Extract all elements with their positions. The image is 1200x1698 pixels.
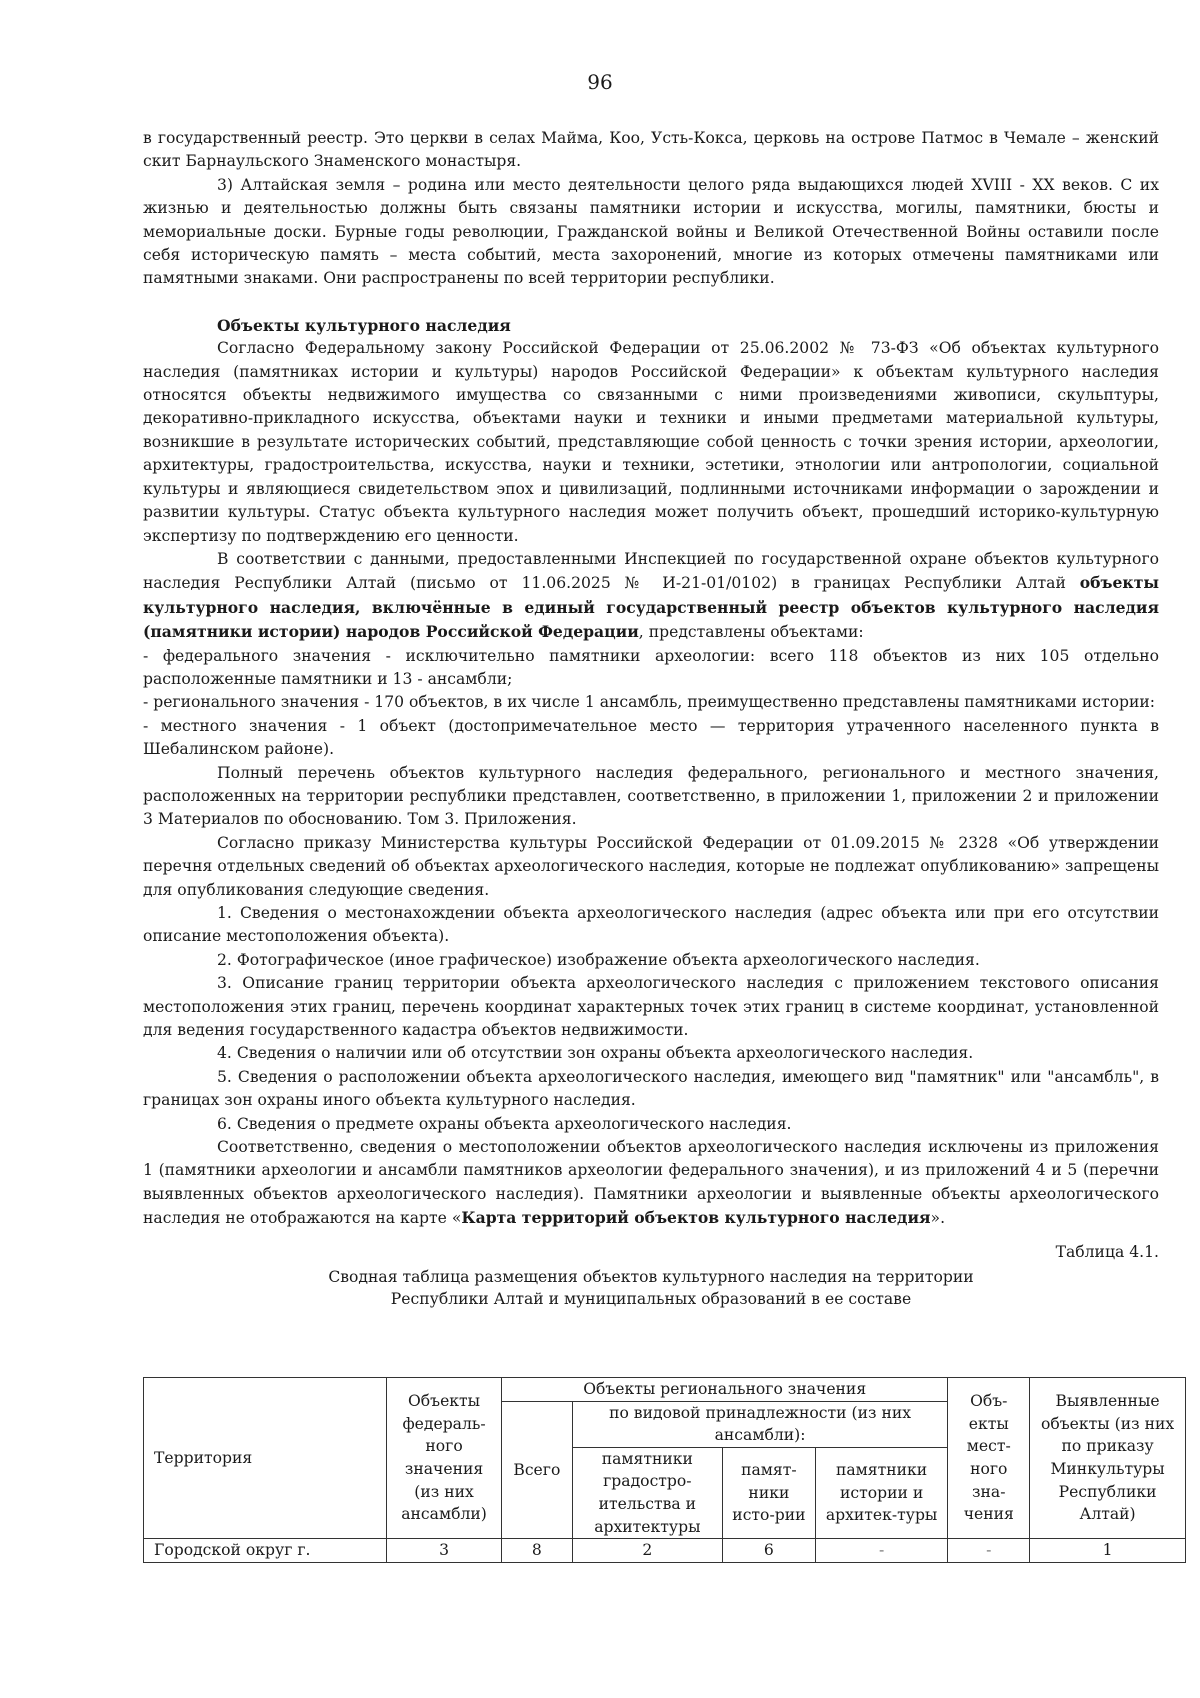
numbered-item: 4. Сведения о наличии или об отсутствии зон охраны объекта археологического наследия. (217, 1044, 974, 1063)
paragraph-text: , представлены объектами: (638, 623, 864, 642)
numbered-item: 3. Описание границ территории объекта археологического наследия с приложением текстового описания местоположения этих границ, перечень координат характерных точек этих границ в системе координат, установленной для ведения государственного кадастра объектов недвижимости. (143, 974, 1159, 1040)
cell-history-arch: - (815, 1539, 948, 1563)
cell-history: 6 (722, 1539, 815, 1563)
paragraph (143, 548, 1159, 645)
paragraph-text: Соответственно, сведения о местоположении объектов археологического наследия исключены из приложения 1 (памятники археологии и ансамбли памятников археологии федерального значения), и из приложений 4 и 5 (перечни выявленных объектов археологического наследия). Памятники археологии и выявленные объекты археологического наследия не отображаются на карте « (143, 1138, 1159, 1228)
paragraph: Согласно приказу Министерства культуры Российской Федерации от 01.09.2015 № 2328 «Об утверждении перечня отдельных сведений об объектах археологического наследия, которые не подлежат опубликованию» запрещены для опубликования следующие сведения. (143, 833, 1159, 899)
list-item: - федерального значения - исключительно памятники археологии: всего 118 объектов из них 105 отдельно расположенные памятники и 13 - ансамбли; (143, 646, 1159, 688)
numbered-item: 1. Сведения о местонахождении объекта археологического наследия (адрес объекта или при его отсутствии описание местоположения объекта). (143, 904, 1159, 946)
summary-table (143, 1377, 1186, 1563)
cell-total: 8 (502, 1539, 573, 1563)
cell-local: - (948, 1539, 1030, 1563)
list-item: - местного значения - 1 объект (достопримечательное место — территория утраченного населенного пункта в Шебалинском районе). (143, 716, 1159, 759)
header-identified: Выявленные объекты (из них по приказу Минкультуры Республики Алтай) (1030, 1378, 1186, 1539)
cell-urban: 2 (572, 1539, 722, 1563)
table-row (144, 1539, 1186, 1563)
header-history-arch: памятники истории и архитек-туры (815, 1447, 948, 1538)
table-title: Республики Алтай и муниципальных образований в ее составе (390, 1290, 912, 1309)
header-local: Объ-екты мест-ного зна-чения (948, 1378, 1030, 1539)
header-total: Всего (502, 1401, 573, 1539)
paragraph-text: В соответствии с данными, предоставленными Инспекцией по государственной охране объектов культурного наследия Республики Алтай (письмо от 11.06.2025 № И-21-01/0102) в границах Республики Алтай (143, 549, 1159, 593)
header-history: памят-ники исто-рии (722, 1447, 815, 1538)
table-title: Сводная таблица размещения объектов культурного наследия на территории (328, 1268, 974, 1287)
cell-federal: 3 (387, 1539, 502, 1563)
paragraph (143, 1136, 1159, 1231)
paragraph: Согласно Федеральному закону Российской Федерации от 25.06.2002 № 73-ФЗ «Об объектах культурного наследия (памятниках истории и культуры) народов Российской Федерации» к объектам культурного наследия относятся объекты недвижимого имущества со связанными с ними произведениями живописи, скульптуры, декоративно-прикладного искусства, объектами науки и техники и иными предметами материальной культуры, возникшие в результате исторических событий, представляющие собой ценность с точки зрения истории, археологии, архитектуры, градостроительства, искусства, науки и техники, эстетики, этнологии или антропологии, социальной культуры и являющиеся свидетельством эпох и цивилизаций, подлинными источниками информации о зарождении и развитии культуры. Статус объекта культурного наследия может получить объект, прошедший историко-культурную экспертизу по подтверждению его ценности. (143, 339, 1159, 545)
table-header-row (144, 1378, 1186, 1402)
cell-identified: 1 (1030, 1539, 1186, 1563)
table-label: Таблица 4.1. (1055, 1242, 1159, 1261)
document-body (143, 127, 1159, 1310)
paragraph: 3) Алтайская земля – родина или место деятельности целого ряда выдающихся людей XVIII - XX веков. С их жизнью и деятельностью должны быть связаны памятники истории и искусства, могилы, памятники, бюсты и мемориальные доски. Бурные годы революции, Гражданской войны и Великой Отечественной Войны оставили после себя историческую память – места событий, места захоронений, многие из которых отмечены памятниками или памятными знаками. Они распространены по всей территории республики. (143, 175, 1159, 288)
header-federal: Объекты федераль-ного значения (из них ансамбли) (387, 1378, 502, 1539)
header-regional: Объекты регионального значения (502, 1378, 948, 1402)
cell-territory: Городской округ г. (144, 1539, 387, 1563)
paragraph-bold-text: Карта территорий объектов культурного наследия (461, 1208, 931, 1228)
paragraph-bold-text: объекты культурного наследия, включённые в единый государственный реестр объектов культурного наследия (памятники истории) народов Российской Федерации (143, 573, 1159, 642)
numbered-item: 5. Сведения о расположении объекта археологического наследия, имеющего вид "памятник" или "ансамбль", в границах зон охраны иного объекта культурного наследия. (143, 1067, 1159, 1110)
header-urban: памятники градостро-ительства и архитектуры (572, 1447, 722, 1538)
paragraph: в государственный реестр. Это церкви в селах Майма, Коо, Усть-Кокса, церковь на острове Патмос в Чемале – женский скит Барнаульского Знаменского монастыря. (143, 129, 1159, 171)
numbered-item: 2. Фотографическое (иное графическое) изображение объекта археологического наследия. (217, 950, 980, 969)
header-territory: Территория (144, 1378, 387, 1539)
paragraph-text: ». (930, 1209, 946, 1228)
list-item: - регионального значения - 170 объектов, в их числе 1 ансамбль, преимущественно представлены памятниками истории: (143, 693, 1156, 712)
numbered-item: 6. Сведения о предмете охраны объекта археологического наследия. (217, 1114, 792, 1133)
page-number: 96 (587, 70, 613, 94)
header-by-type: по видовой принадлежности (из них ансамбли): (572, 1401, 948, 1447)
section-heading: Объекты культурного наследия (217, 315, 511, 335)
paragraph: Полный перечень объектов культурного наследия федерального, регионального и местного значения, расположенных на территории республики представлен, соответственно, в приложении 1, приложении 2 и приложении 3 Материалов по обоснованию. Том 3. Приложения. (143, 763, 1159, 829)
